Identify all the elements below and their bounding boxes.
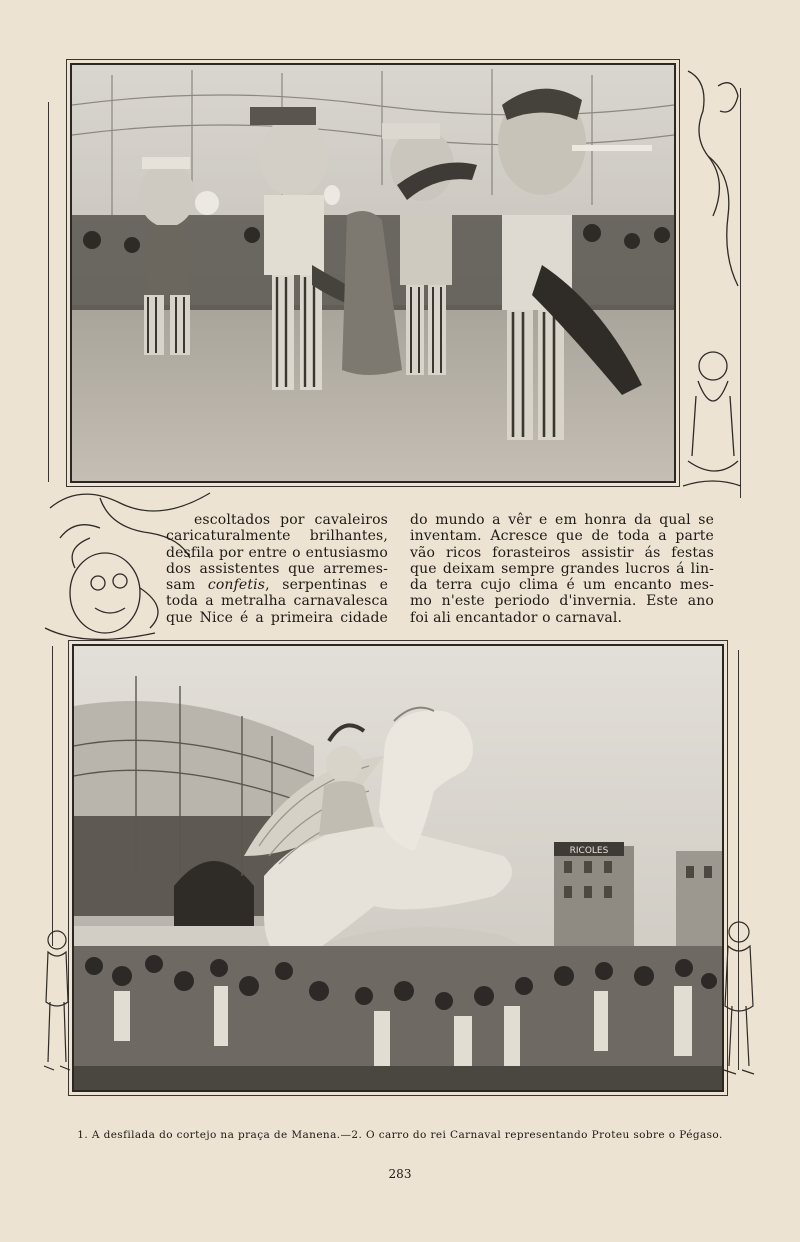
article-line: dos assistentes que arremes- [166,560,388,577]
ornament-small-figure-right [722,916,756,1076]
photo-caption: 1. A desfilada do cortejo na praça de Manena.—2. O carro do rei Carnaval representando Proteu sobre o Pégaso. [77,1129,723,1141]
frame-line-left-top [48,102,49,482]
page-number: 283 [388,1167,412,1181]
article-line: da terra cujo clima é um encanto mes- [410,577,714,594]
article-line: toda a metralha carnavalesca [166,593,388,610]
italic-word: confetis [207,577,266,594]
article-line: que deixam sempre grandes lucros á lin- [410,560,714,577]
article-column-left [166,512,388,626]
photo-carnival-float-pegasus [72,644,724,1092]
article-line: escoltados por cavaleiros [194,512,388,528]
article-column-right [410,512,714,626]
article-line: inventam. Acresce que de toda a parte [410,528,714,545]
ornament-jester-figure-right-top [678,66,744,496]
article-line: caricaturalmente brilhantes, [166,528,388,545]
article-line: mo n'este periodo d'invernia. Este ano [410,593,714,610]
article-line: foi ali encantador o carnaval. [410,609,623,626]
article-line: desfila por entre o entusiasmo [166,544,388,561]
article-line: do mundo a vêr e em honra da qual se [410,512,714,528]
article-line: vão ricos forasteiros assistir ás festas [410,544,714,561]
article-line: que Nice é a primeira cidade [166,609,388,626]
frame-line-left-bottom [52,646,53,946]
photo-parade-big-heads [70,63,676,483]
shop-sign-text: RICOLES [569,846,609,856]
ornament-small-figure-left [42,926,72,1076]
article-line: sam confetis, serpentinas e [166,577,389,594]
